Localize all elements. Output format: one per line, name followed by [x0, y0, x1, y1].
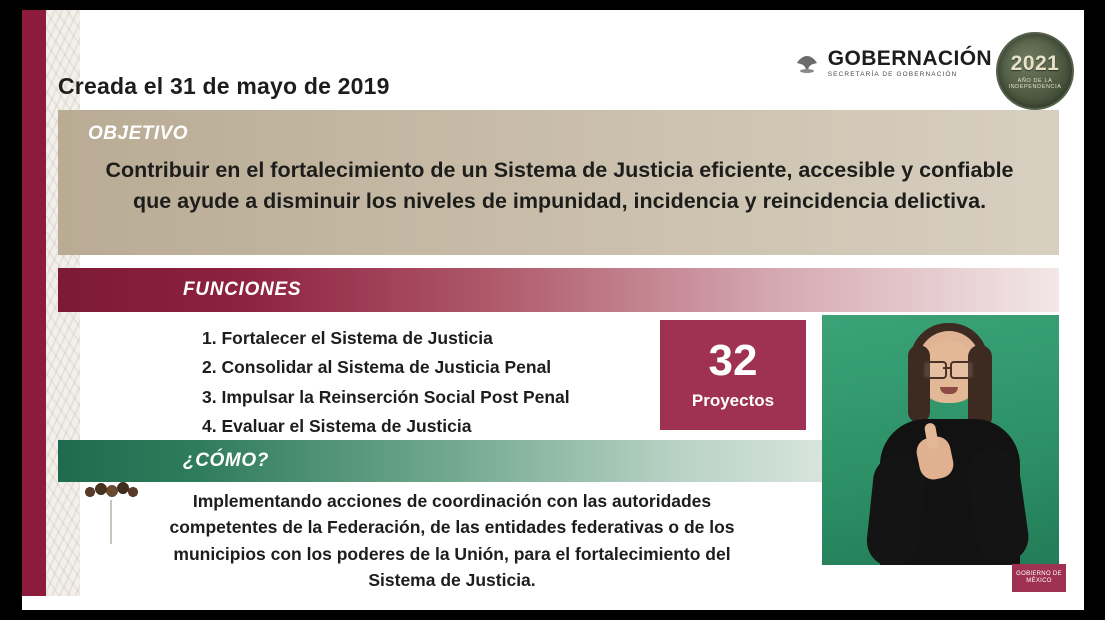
gobernacion-text	[828, 48, 992, 79]
crowd-icon	[84, 478, 138, 498]
como-text: Implementando acciones de coordinación con las autoridades competentes de la Federación, de las entidades federativas o de los municipios con los poderes de la Unión, para el fortalecimiento del Sistema de Justicia.	[169, 491, 735, 590]
list-item: 2. Consolidar al Sistema de Justicia Penal	[202, 357, 552, 378]
bottom-white-strip	[22, 596, 1084, 610]
gobernacion-logo	[794, 48, 992, 79]
seal-year: 2021	[1010, 51, 1060, 75]
interpreter-hair-right	[968, 345, 992, 429]
left-accent-bar	[22, 10, 46, 610]
presentation-slide	[22, 10, 1084, 610]
list-item: 4. Evaluar el Sistema de Justicia	[202, 416, 472, 437]
page-title: Creada el 31 de mayo de 2019	[58, 73, 390, 99]
interpreter-hair-left	[908, 345, 930, 423]
list-item: 3. Impulsar la Reinserción Social Post Penal	[202, 386, 570, 407]
proyectos-label: Proyectos	[691, 391, 775, 410]
funciones-list	[202, 324, 570, 442]
como-label: ¿CÓMO?	[183, 450, 269, 471]
emblem-divider	[110, 500, 112, 544]
glasses-right-lens	[950, 361, 974, 379]
funciones-label: FUNCIONES	[183, 279, 302, 300]
brand-name: GOBERNACIÓN	[827, 47, 992, 70]
glasses-bridge	[943, 367, 952, 369]
crowd-emblem-icon	[84, 478, 138, 548]
proyectos-count-box	[660, 320, 806, 430]
gobierno-mini-seal: GOBIERNO DE MÉXICO	[1012, 564, 1066, 592]
eagle-icon	[794, 50, 820, 76]
funciones-header-band	[58, 268, 1059, 312]
glasses-left-lens	[923, 361, 947, 379]
objetivo-section	[58, 110, 1059, 255]
seal-subtitle: AÑO DE LA INDEPENDENCIA	[1008, 77, 1062, 90]
brand-subtitle: SECRETARÍA DE GOBERNACIÓN	[827, 71, 958, 78]
objetivo-text: Contribuir en el fortalecimiento de un Sistema de Justicia eficiente, accesible y confiable que ayude a disminuir los niveles de impunidad, incidencia y reincidencia delictiva.	[105, 158, 1014, 213]
sign-language-video[interactable]	[822, 315, 1059, 565]
proyectos-count: 32	[708, 336, 758, 385]
anniversary-seal	[996, 32, 1074, 110]
list-item: 1. Fortalecer el Sistema de Justicia	[202, 328, 493, 348]
objetivo-label: OBJETIVO	[88, 123, 189, 144]
